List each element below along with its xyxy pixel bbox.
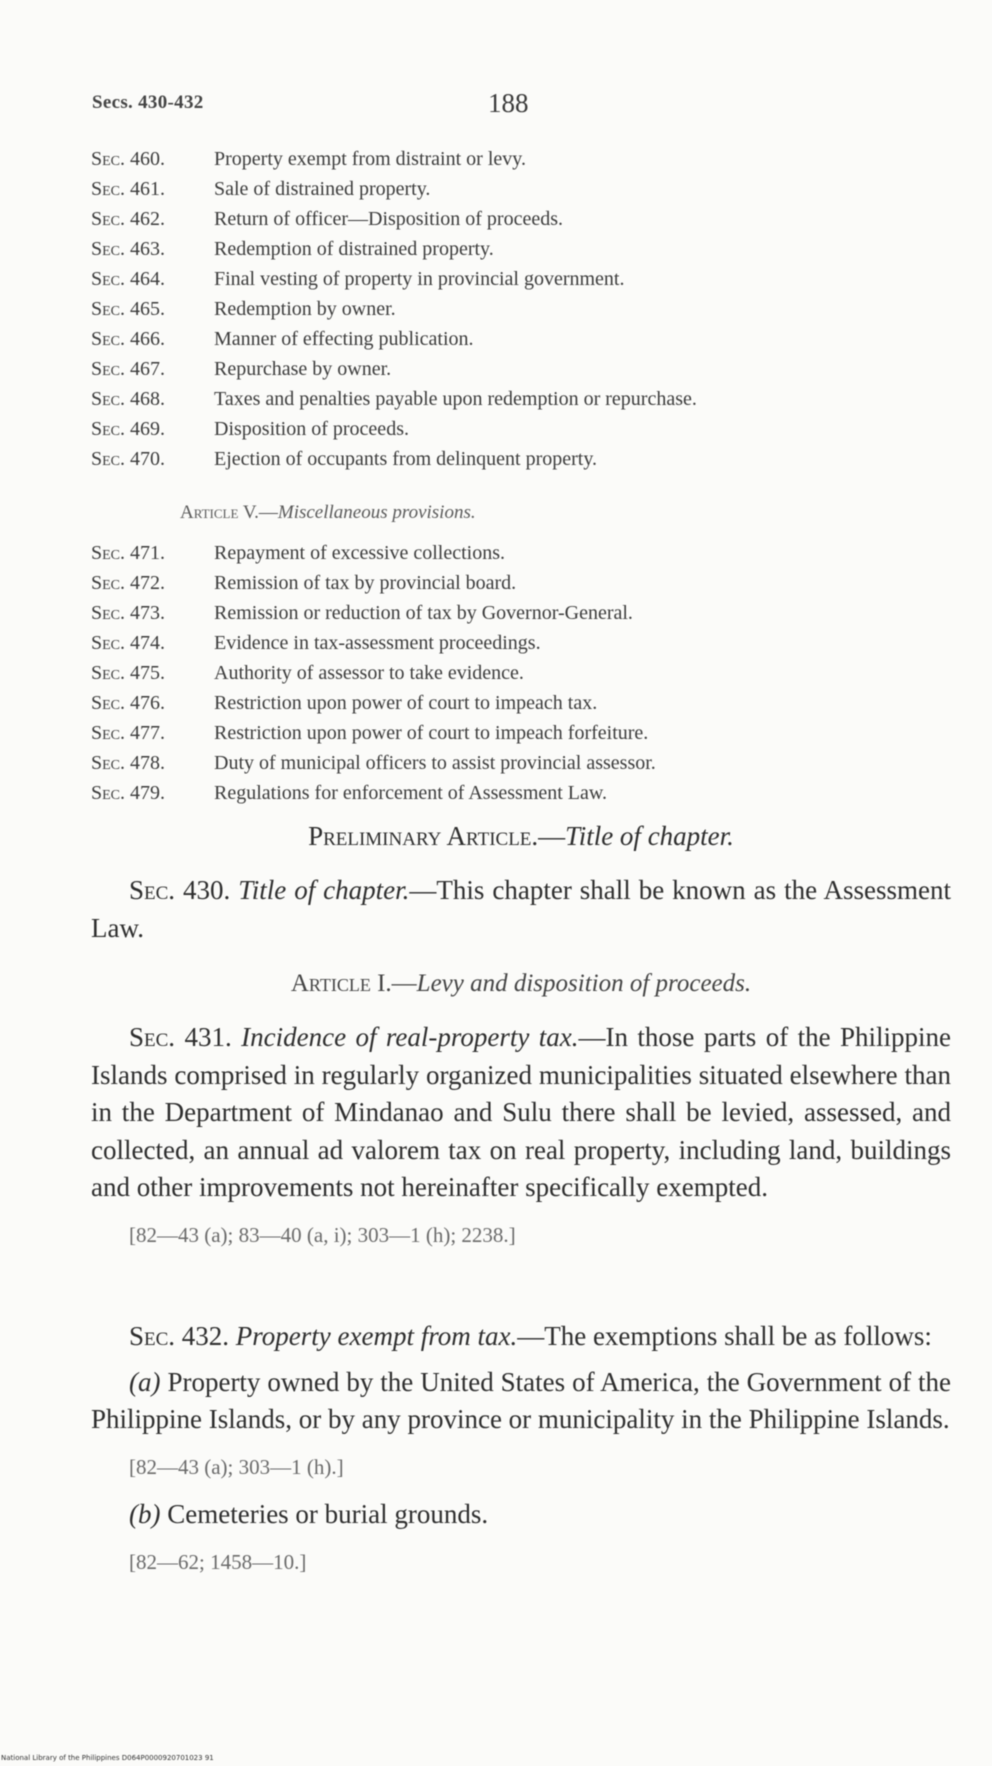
contents-entry-number: Sec. 465.	[91, 298, 166, 320]
sec430-number: Sec. 430.	[129, 875, 231, 905]
contents-entry	[91, 568, 951, 598]
contents-entry	[91, 384, 951, 414]
para-b-label: (b)	[129, 1499, 161, 1529]
contents-entry-number: Sec. 476.	[91, 692, 166, 714]
para-b-citation: [82—62; 1458—10.]	[129, 1549, 307, 1574]
contents-entry-title: Remission or reduction of tax by Governor-General.	[214, 602, 633, 624]
contents-entry-title: Return of officer—Disposition of proceeds.	[214, 208, 563, 230]
contents-entry-number: Sec. 460.	[91, 148, 166, 170]
scan-footer: National Library of the Philippines D064P0000920701023 91	[1, 1754, 214, 1762]
contents-entry	[91, 628, 951, 658]
contents-entry-title: Duty of municipal officers to assist provincial assessor.	[214, 752, 656, 774]
contents-list-top	[91, 144, 951, 474]
para-a-label: (a)	[129, 1366, 161, 1397]
contents-entry-title: Repurchase by owner.	[214, 358, 392, 380]
paragraph-b	[91, 1496, 951, 1534]
contents-entry-number: Sec. 469.	[91, 418, 166, 440]
section-432	[91, 1318, 951, 1581]
preliminary-title: Title of chapter.	[565, 821, 734, 851]
article-v-title: Miscellaneous provisions.	[277, 502, 476, 523]
contents-entry-title: Remission of tax by provincial board.	[214, 572, 517, 594]
contents-entry-number: Sec. 478.	[91, 752, 166, 774]
article-v-heading	[180, 498, 780, 528]
article-i-title: Levy and disposition of proceeds.	[416, 970, 752, 997]
contents-entry	[91, 294, 951, 324]
contents-entry	[91, 748, 951, 778]
contents-entry-title: Disposition of proceeds.	[214, 418, 409, 440]
contents-entry	[91, 144, 951, 174]
contents-entry	[91, 688, 951, 718]
contents-entry	[91, 658, 951, 688]
contents-list-bottom	[91, 538, 951, 808]
contents-entry-title: Property exempt from distraint or levy.	[214, 148, 526, 170]
contents-entry	[91, 264, 951, 294]
contents-entry-number: Sec. 471.	[91, 542, 166, 564]
contents-entry-number: Sec. 468.	[91, 388, 166, 410]
sec432-heading: Property exempt from tax.	[235, 1321, 518, 1351]
contents-entry-title: Repayment of excessive collections.	[214, 542, 506, 564]
contents-entry-number: Sec. 472.	[91, 572, 166, 594]
contents-entry-number: Sec. 466.	[91, 328, 166, 350]
contents-entry	[91, 204, 951, 234]
contents-entry-title: Manner of effecting publication.	[214, 328, 474, 350]
contents-entry-number: Sec. 473.	[91, 602, 166, 624]
sec432-text: —The exemptions shall be as follows:	[517, 1321, 932, 1351]
sec430-heading: Title of chapter.	[238, 875, 410, 905]
section-431	[91, 1019, 951, 1254]
sec431-citation: [82—43 (a); 83—40 (a, i); 303—1 (h); 2238.]	[129, 1222, 516, 1247]
contents-entry	[91, 538, 951, 568]
contents-entry-title: Restriction upon power of court to impeach forfeiture.	[214, 722, 649, 744]
contents-entry	[91, 778, 951, 808]
sec431-text: —In those parts of the Philippine Islands comprised in regularly organized municipalities situated elsewhere than in the Department of Mindanao and Sulu there shall be levied, assessed, and collected, an annual ad valorem tax on real property, including land, buildings and other improvements not hereinafter specifically exempted.	[91, 1022, 952, 1202]
contents-entry-number: Sec. 467.	[91, 358, 166, 380]
para-b-text: Cemeteries or burial grounds.	[167, 1499, 489, 1529]
contents-entry	[91, 174, 951, 204]
contents-entry	[91, 598, 951, 628]
contents-entry-number: Sec. 475.	[91, 662, 166, 684]
contents-entry-title: Authority of assessor to take evidence.	[214, 662, 524, 684]
contents-entry-title: Taxes and penalties payable upon redemption or repurchase.	[214, 388, 697, 410]
para-a-text: Property owned by the United States of America, the Government of the Philippine Islands, or by any province or municipality in the Philippine Islands.	[91, 1366, 952, 1434]
contents-entry-title: Regulations for enforcement of Assessment Law.	[214, 782, 608, 804]
article-i-label: Article I.—	[290, 970, 417, 997]
contents-entry-title: Final vesting of property in provincial government.	[214, 268, 625, 290]
paragraph-a	[91, 1364, 951, 1439]
contents-entry-title: Ejection of occupants from delinquent property.	[214, 448, 598, 470]
contents-entry-number: Sec. 470.	[91, 448, 166, 470]
contents-entry	[91, 414, 951, 444]
preliminary-article-heading	[91, 818, 951, 856]
section-430	[91, 872, 951, 947]
contents-entry-number: Sec. 462.	[91, 208, 166, 230]
sec431-number: Sec. 431.	[129, 1022, 232, 1052]
para-a-citation: [82—43 (a); 303—1 (h).]	[129, 1454, 344, 1479]
running-head	[92, 88, 912, 122]
article-i-heading	[91, 965, 951, 1003]
running-head-sections: Secs. 430-432	[92, 92, 204, 113]
contents-entry	[91, 234, 951, 264]
contents-entry-number: Sec. 464.	[91, 268, 166, 290]
preliminary-label: Preliminary Article.—	[308, 821, 566, 851]
contents-entry-title: Evidence in tax-assessment proceedings.	[214, 632, 541, 654]
contents-entry	[91, 444, 951, 474]
contents-entry	[91, 718, 951, 748]
sec432-number: Sec. 432.	[129, 1321, 230, 1351]
contents-entry-title: Redemption of distrained property.	[214, 238, 494, 260]
sec431-heading: Incidence of real-property tax.	[241, 1022, 579, 1052]
article-v-label: Article V.—	[180, 502, 278, 523]
contents-entry-number: Sec. 477.	[91, 722, 166, 744]
contents-entry-title: Restriction upon power of court to impeach tax.	[214, 692, 598, 714]
contents-entry-number: Sec. 479.	[91, 782, 166, 804]
contents-entry	[91, 354, 951, 384]
contents-entry-number: Sec. 474.	[91, 632, 166, 654]
contents-entry-title: Sale of distrained property.	[214, 178, 431, 200]
sec430-text: —This chapter shall be known as the Assessment Law.	[91, 875, 952, 943]
contents-entry-number: Sec. 463.	[91, 238, 166, 260]
contents-entry-title: Redemption by owner.	[214, 298, 396, 320]
contents-entry-number: Sec. 461.	[91, 178, 166, 200]
contents-entry	[91, 324, 951, 354]
page-number: 188	[488, 88, 529, 118]
